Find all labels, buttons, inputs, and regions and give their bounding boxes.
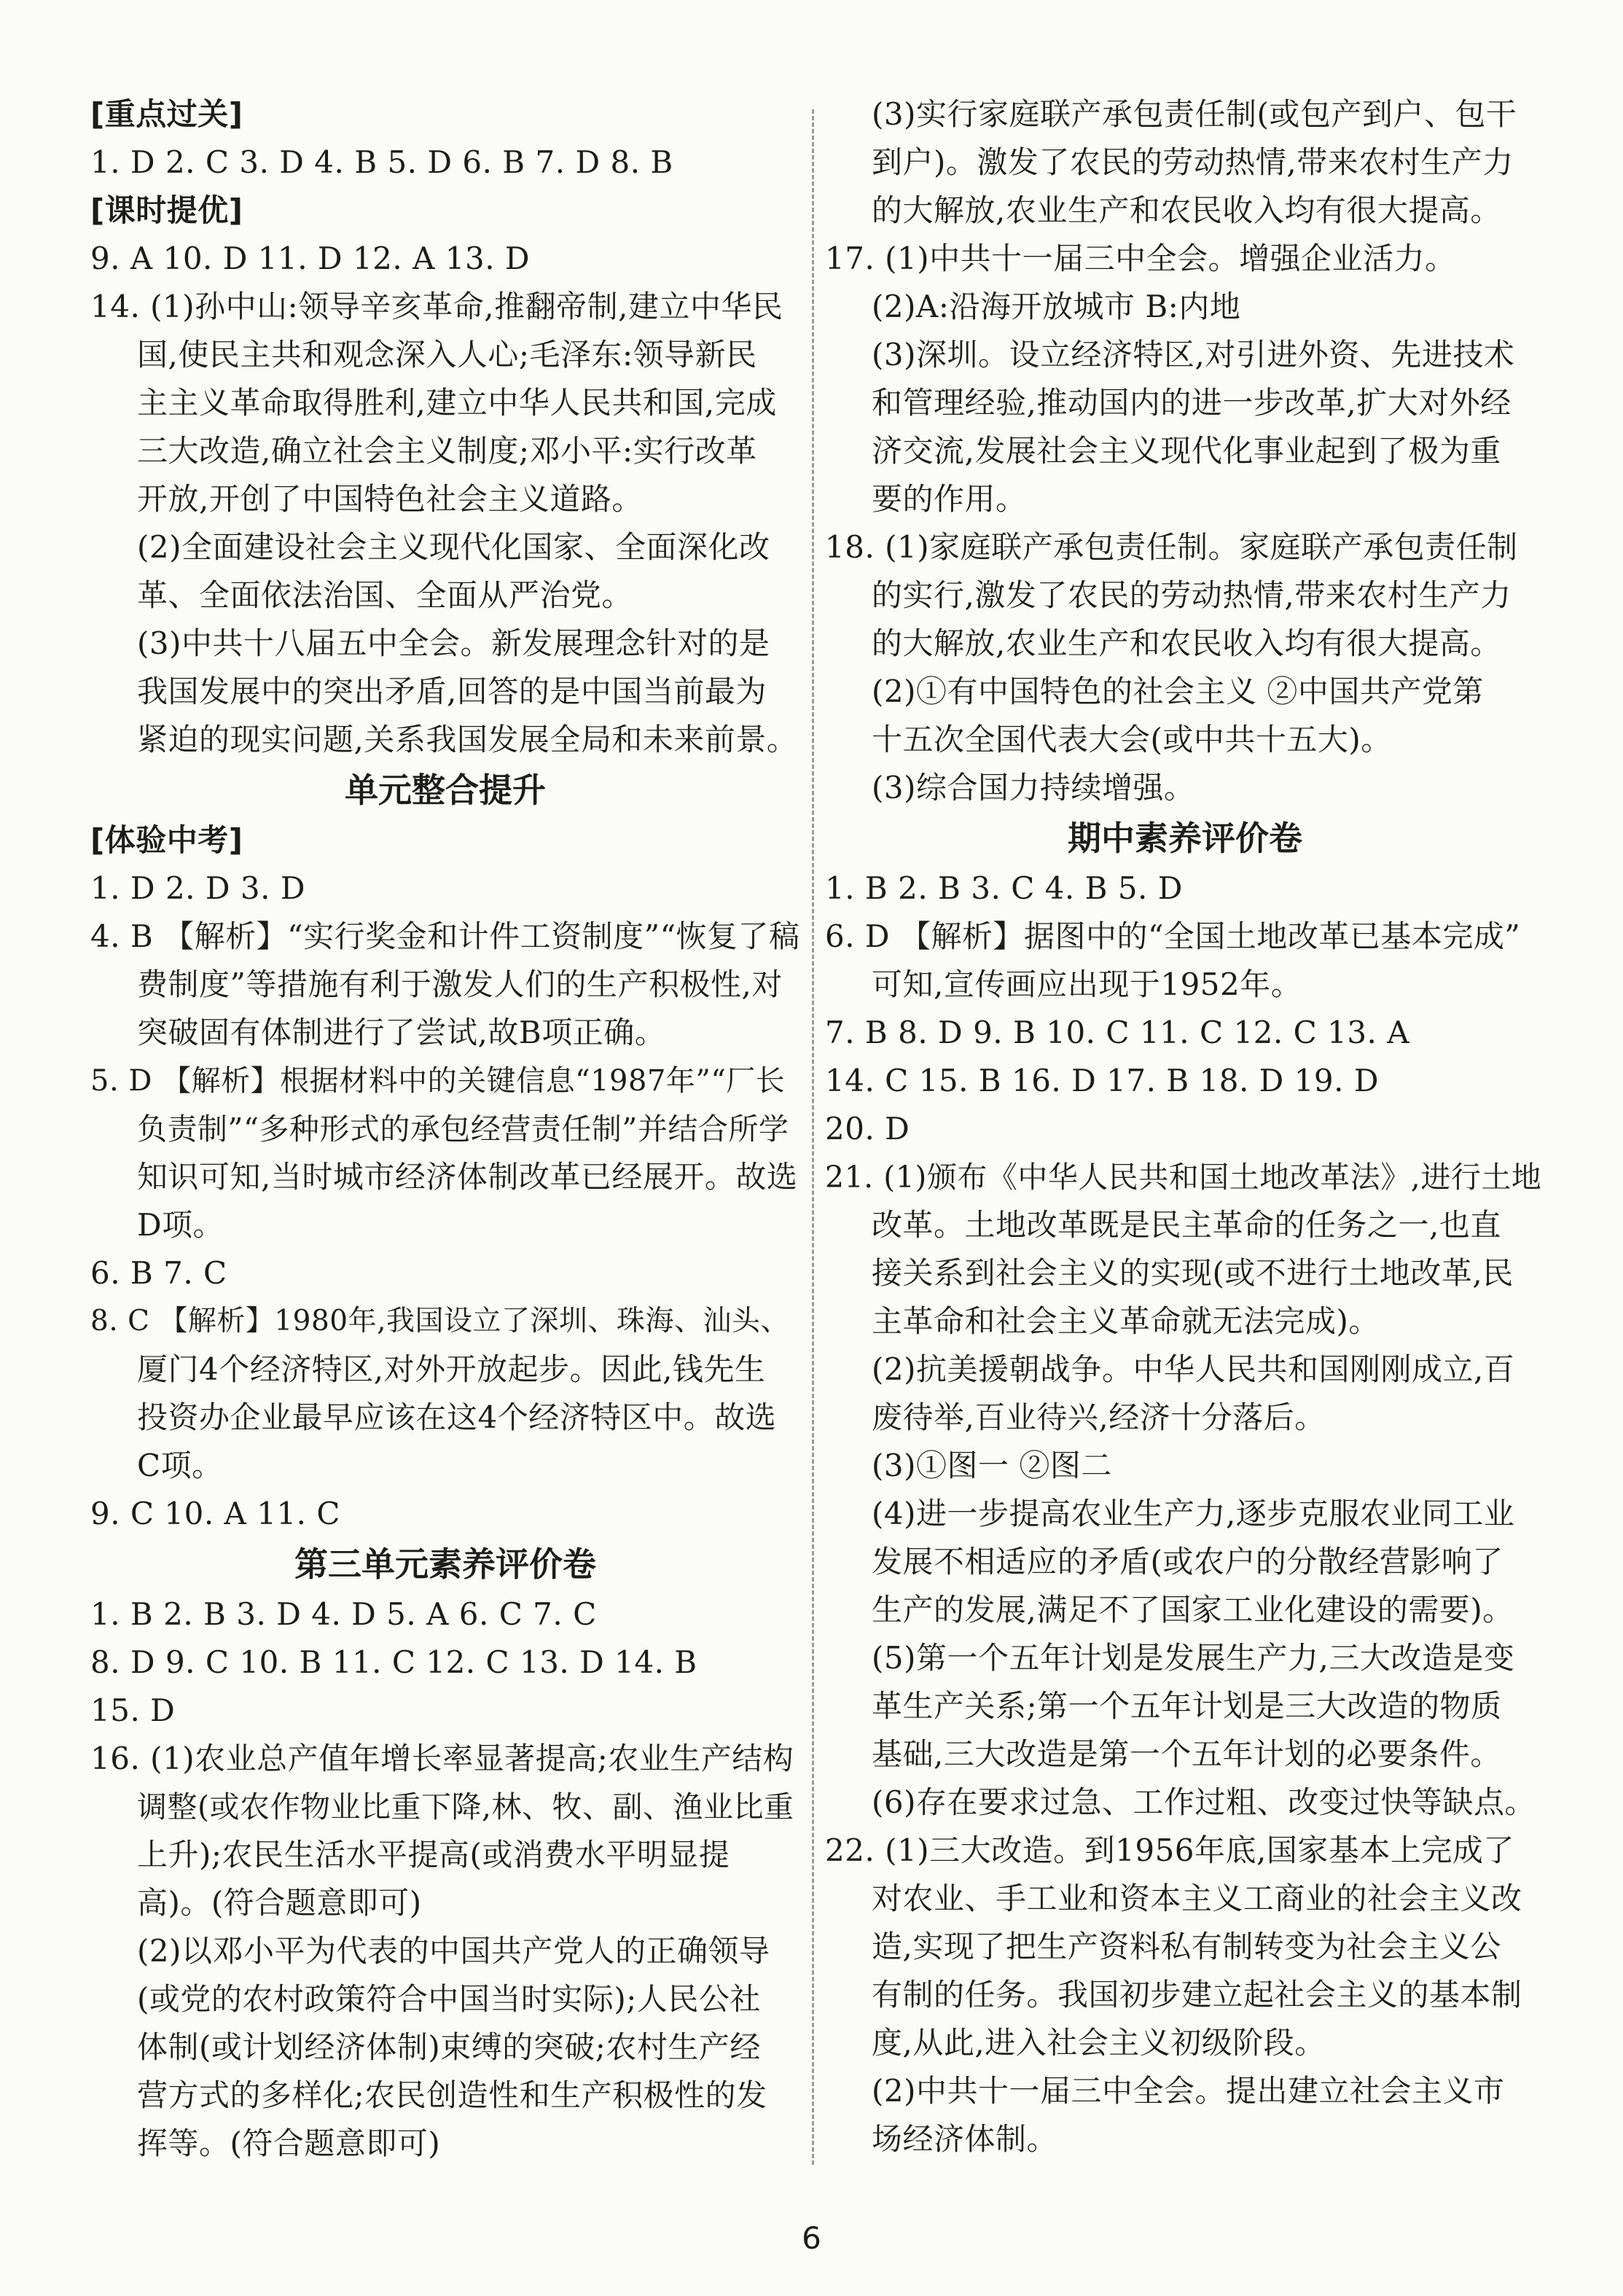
column-divider xyxy=(812,109,814,2165)
answer-line: 调整(或农作物业比重下降,林、牧、副、渔业比重 xyxy=(137,1789,794,1824)
answer-line: (2)A:沿海开放城市 B:内地 xyxy=(872,289,1241,324)
page-number: 6 xyxy=(802,2220,821,2256)
answer-line: (3)中共十八届五中全会。新发展理念针对的是 xyxy=(137,625,770,661)
answer-line: 上升);农民生活水平提高(或消费水平明显提 xyxy=(137,1837,730,1873)
answer-line: 9. A 10. D 11. D 12. A 13. D xyxy=(90,241,531,276)
answer-line: 1. B 2. B 3. D 4. D 5. A 6. C 7. C xyxy=(90,1596,597,1632)
answer-line: 20. D xyxy=(825,1111,910,1147)
answer-line: (2)中共十一届三中全会。提出建立社会主义市 xyxy=(872,2073,1505,2109)
answer-line: 6. D 【解析】据图中的“全国土地改革已基本完成” xyxy=(825,918,1521,954)
section-title: 第三单元素养评价卷 xyxy=(294,1545,596,1584)
answer-line: 的大解放,农业生产和农民收入均有很大提高。 xyxy=(872,625,1501,661)
answer-line: 的大解放,农业生产和农民收入均有很大提高。 xyxy=(872,192,1501,228)
answer-line: 18. (1)家庭联产承包责任制。家庭联产承包责任制 xyxy=(825,529,1518,565)
answer-line: 费制度”等措施有利于激发人们的生产积极性,对 xyxy=(137,967,783,1002)
answer-line: 挥等。(符合题意即可) xyxy=(137,2125,441,2161)
answer-line: 造,实现了把生产资料私有制转变为社会主义公 xyxy=(872,1929,1501,1964)
answer-line: (5)第一个五年计划是发展生产力,三大改造是变 xyxy=(872,1640,1515,1676)
answer-line: 营方式的多样化;农民创造性和生产积极性的发 xyxy=(137,2077,767,2113)
answer-line: 生产的发展,满足不了国家工业化建设的需要)。 xyxy=(872,1592,1514,1628)
answer-line: 革、全面依法治国、全面从严治党。 xyxy=(137,577,633,613)
left-column xyxy=(90,90,800,2168)
answer-line: 负责制”“多种形式的承包经营责任制”并结合所学 xyxy=(137,1112,789,1147)
section-tag: [课时提优] xyxy=(90,192,243,228)
answer-line: (或党的农村政策符合中国当时实际);人民公社 xyxy=(137,1981,761,2017)
answer-line: (3)综合国力持续增强。 xyxy=(872,770,1195,805)
answer-line: 8. D 9. C 10. B 11. C 12. C 13. D 14. B xyxy=(90,1644,697,1680)
answer-line: 革生产关系;第一个五年计划是三大改造的物质 xyxy=(872,1688,1502,1724)
answer-line: 度,从此,进入社会主义初级阶段。 xyxy=(872,2025,1326,2061)
answer-line: 到户)。激发了农民的劳动热情,带来农村生产力 xyxy=(872,144,1514,180)
answer-line: (2)以邓小平为代表的中国共产党人的正确领导 xyxy=(137,1933,770,1969)
answer-line: 的实行,激发了农民的劳动热情,带来农村生产力 xyxy=(872,577,1511,613)
answer-line: 有制的任务。我国初步建立起社会主义的基本制 xyxy=(872,1977,1522,2012)
answer-line: 紧迫的现实问题,关系我国发展全局和未来前景。 xyxy=(137,722,798,757)
answer-line: 厦门4个经济特区,对外开放起步。因此,钱先生 xyxy=(137,1351,766,1387)
answer-line: 可知,宣传画应出现于1952年。 xyxy=(872,967,1302,1002)
answer-line: 和管理经验,推动国内的进一步改革,扩大对外经 xyxy=(872,385,1511,421)
answer-line: 发展不相适应的矛盾(或农户的分散经营影响了 xyxy=(872,1544,1503,1580)
answer-line: 高)。(符合题意即可) xyxy=(137,1885,422,1921)
answer-line: (2)全面建设社会主义现代化国家、全面深化改 xyxy=(137,529,770,565)
answer-line: 体制(或计划经济体制)束缚的突破;农村生产经 xyxy=(137,2029,761,2065)
answer-line: 7. B 8. D 9. B 10. C 11. C 12. C 13. A xyxy=(825,1015,1410,1050)
answer-line: 主革命和社会主义革命就无法完成)。 xyxy=(872,1303,1380,1339)
right-column xyxy=(825,90,1545,2163)
answer-line: 1. D 2. D 3. D xyxy=(90,870,305,906)
answer-line: 17. (1)中共十一届三中全会。增强企业活力。 xyxy=(825,241,1456,276)
section-title: 单元整合提升 xyxy=(345,770,546,810)
answer-line: C项。 xyxy=(137,1448,223,1483)
answer-line: 14. C 15. B 16. D 17. B 18. D 19. D xyxy=(825,1063,1380,1098)
answer-line: 14. (1)孙中山:领导辛亥革命,推翻帝制,建立中华民 xyxy=(90,289,783,324)
answer-line: 废待举,百业待兴,经济十分落后。 xyxy=(872,1399,1326,1435)
answer-line: (4)进一步提高农业生产力,逐步克服农业同工业 xyxy=(872,1496,1515,1531)
answer-line: (3)①图一 ②图二 xyxy=(872,1448,1112,1483)
answer-line: 开放,开创了中国特色社会主义道路。 xyxy=(137,481,643,517)
answer-line: 8. C 【解析】1980年,我国设立了深圳、珠海、汕头、 xyxy=(90,1305,789,1338)
answer-line: 21. (1)颁布《中华人民共和国土地改革法》,进行土地 xyxy=(825,1160,1542,1195)
answer-line: (2)抗美援朝战争。中华人民共和国刚刚成立,百 xyxy=(872,1351,1515,1387)
answer-line: 突破固有体制进行了尝试,故B项正确。 xyxy=(137,1015,666,1050)
answer-line: 投资办企业最早应该在这4个经济特区中。故选 xyxy=(137,1399,777,1435)
answer-line: 我国发展中的突出矛盾,回答的是中国当前最为 xyxy=(137,673,767,709)
answer-line: 5. D 【解析】根据材料中的关键信息“1987年”“厂长 xyxy=(90,1064,786,1098)
answer-line: 9. C 10. A 11. C xyxy=(90,1496,341,1531)
answer-line: 场经济体制。 xyxy=(872,2121,1058,2157)
answer-line: 15. D xyxy=(90,1692,176,1728)
answer-line: 济交流,发展社会主义现代化事业起到了极为重 xyxy=(872,433,1501,469)
answer-line: 改革。土地改革既是民主革命的任务之一,也直 xyxy=(872,1207,1501,1243)
answer-line: 16. (1)农业总产值年增长率显著提高;农业生产结构 xyxy=(90,1741,794,1776)
answer-line: 22. (1)三大改造。到1956年底,国家基本上完成了 xyxy=(825,1832,1514,1868)
answer-line: 知识可知,当时城市经济体制改革已经展开。故选 xyxy=(137,1159,798,1195)
answer-line: 对农业、手工业和资本主义工商业的社会主义改 xyxy=(872,1881,1522,1916)
answer-line: 1. B 2. B 3. C 4. B 5. D xyxy=(825,870,1183,906)
answer-line: 1. D 2. C 3. D 4. B 5. D 6. B 7. D 8. B xyxy=(90,144,673,180)
answer-line: D项。 xyxy=(137,1207,224,1243)
answer-line: (3)实行家庭联产承包责任制(或包产到户、包干 xyxy=(872,96,1517,132)
answer-line: 主主义革命取得胜利,建立中华人民共和国,完成 xyxy=(137,385,777,421)
answer-line: 6. B 7. C xyxy=(90,1255,227,1291)
section-tag: [重点过关] xyxy=(90,96,243,132)
answer-line: 接关系到社会主义的实现(或不进行土地改革,民 xyxy=(872,1255,1514,1291)
answer-line: 要的作用。 xyxy=(872,481,1027,517)
section-title: 期中素养评价卷 xyxy=(1068,819,1302,858)
answer-line: 4. B 【解析】“实行奖金和计件工资制度”“恢复了稿 xyxy=(90,918,800,954)
answer-line: 基础,三大改造是第一个五年计划的必要条件。 xyxy=(872,1736,1501,1772)
answer-line: 十五次全国代表大会(或中共十五大)。 xyxy=(872,722,1392,757)
section-tag: [体验中考] xyxy=(90,822,243,858)
answer-line: 国,使民主共和观念深入人心;毛泽东:领导新民 xyxy=(137,337,757,372)
answer-line: (6)存在要求过急、工作过粗、改变过快等缺点。 xyxy=(872,1784,1536,1820)
answer-line: (2)①有中国特色的社会主义 ②中国共产党第 xyxy=(872,673,1484,709)
answer-line: (3)深圳。设立经济特区,对引进外资、先进技术 xyxy=(872,337,1515,372)
answer-line: 三大改造,确立社会主义制度;邓小平:实行改革 xyxy=(137,433,757,469)
